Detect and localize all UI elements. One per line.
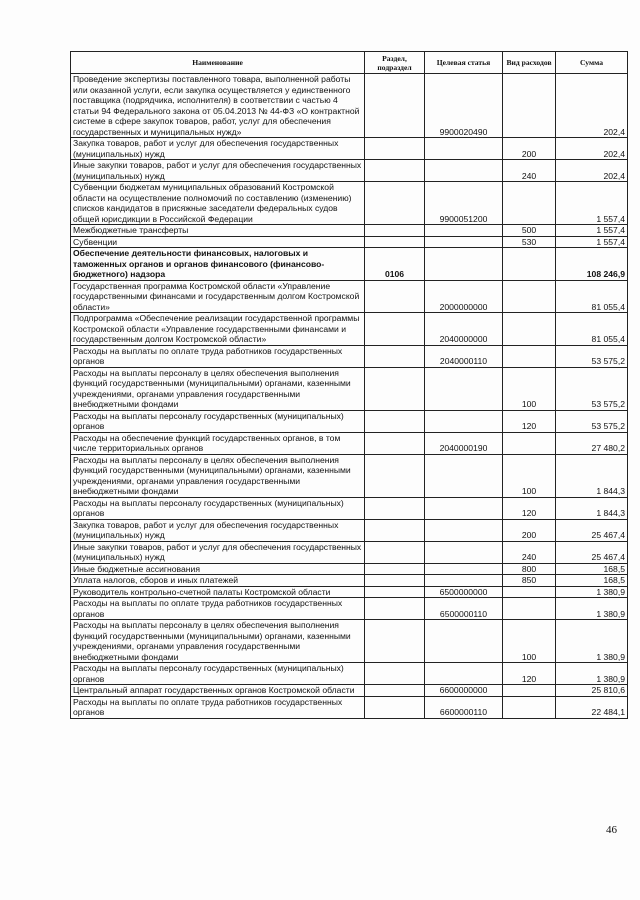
cell-section [365,138,425,160]
cell-name: Уплата налогов, сборов и иных платежей [71,575,365,587]
cell-expense-type [503,685,556,697]
table-row [71,410,628,432]
cell-name: Иные закупки товаров, работ и услуг для обеспечения государственных (муниципальных) нужд [71,541,365,563]
table-row [71,663,628,685]
cell-expense-type: 240 [503,160,556,182]
cell-expense-type [503,74,556,138]
cell-section [365,685,425,697]
cell-name: Центральный аппарат государственных органов Костромской области [71,685,365,697]
cell-amount: 1 380,9 [556,586,628,598]
cell-amount: 202,4 [556,138,628,160]
cell-name: Межбюджетные трансферты [71,225,365,237]
table-row [71,236,628,248]
cell-name: Подпрограмма «Обеспечение реализации государственной программы Костромской области «Управление государственными финансами и государственным долгом Костромской области» [71,313,365,346]
cell-expense-type: 120 [503,497,556,519]
table-row [71,138,628,160]
cell-target-article [425,541,503,563]
cell-target-article [425,663,503,685]
table-row [71,182,628,225]
page-number: 46 [606,824,617,836]
cell-amount: 27 480,2 [556,432,628,454]
cell-name: Закупка товаров, работ и услуг для обеспечения государственных (муниципальных) нужд [71,519,365,541]
cell-target-article [425,410,503,432]
cell-amount: 25 810,6 [556,685,628,697]
cell-amount: 1 380,9 [556,598,628,620]
table-row [71,160,628,182]
cell-expense-type: 120 [503,663,556,685]
cell-expense-type [503,598,556,620]
cell-amount: 1 844,3 [556,497,628,519]
cell-expense-type [503,248,556,281]
cell-target-article: 2040000000 [425,313,503,346]
table-row [71,620,628,663]
cell-target-article: 6600000110 [425,696,503,718]
cell-name: Обеспечение деятельности финансовых, налоговых и таможенных органов и органов финансового (финансово-бюджетного) надзора [71,248,365,281]
cell-name: Иные закупки товаров, работ и услуг для обеспечения государственных (муниципальных) нужд [71,160,365,182]
cell-target-article [425,563,503,575]
cell-section [365,563,425,575]
cell-expense-type: 850 [503,575,556,587]
table-row [71,280,628,313]
cell-amount: 168,5 [556,563,628,575]
cell-section [365,519,425,541]
cell-target-article [425,620,503,663]
cell-section [365,454,425,497]
cell-expense-type: 200 [503,138,556,160]
cell-section [365,586,425,598]
cell-amount: 81 055,4 [556,280,628,313]
cell-target-article: 2000000000 [425,280,503,313]
table-row [71,575,628,587]
cell-amount: 108 246,9 [556,248,628,281]
table-row [71,519,628,541]
cell-amount: 1 557,4 [556,236,628,248]
cell-expense-type: 530 [503,236,556,248]
cell-amount: 53 575,2 [556,410,628,432]
cell-expense-type [503,432,556,454]
table-row [71,345,628,367]
table-row [71,313,628,346]
table-row [71,225,628,237]
table-row [71,367,628,410]
cell-amount: 81 055,4 [556,313,628,346]
cell-target-article [425,454,503,497]
cell-amount: 202,4 [556,74,628,138]
cell-amount: 53 575,2 [556,367,628,410]
cell-section [365,280,425,313]
cell-amount: 1 844,3 [556,454,628,497]
cell-target-article [425,236,503,248]
cell-target-article: 6600000000 [425,685,503,697]
table-row [71,586,628,598]
cell-section [365,696,425,718]
cell-target-article [425,575,503,587]
budget-table [70,51,628,719]
cell-expense-type [503,696,556,718]
cell-name: Расходы на выплаты персоналу государственных (муниципальных) органов [71,663,365,685]
cell-name: Расходы на выплаты персоналу в целях обеспечения выполнения функций государственными (муниципальными) органами, казенными учреждениями, органами управления государственными внебюджетными фондами [71,454,365,497]
cell-section [365,182,425,225]
cell-section [365,497,425,519]
cell-amount: 25 467,4 [556,541,628,563]
cell-amount: 22 484,1 [556,696,628,718]
table-row [71,541,628,563]
cell-target-article: 9900020490 [425,74,503,138]
cell-name: Расходы на выплаты по оплате труда работников государственных органов [71,598,365,620]
cell-expense-type: 100 [503,620,556,663]
cell-expense-type: 100 [503,367,556,410]
header-section: Раздел, подраздел [365,52,425,74]
cell-section [365,410,425,432]
cell-section [365,541,425,563]
cell-section [365,74,425,138]
cell-section [365,367,425,410]
cell-section: 0106 [365,248,425,281]
cell-amount: 168,5 [556,575,628,587]
cell-expense-type: 500 [503,225,556,237]
cell-name: Закупка товаров, работ и услуг для обеспечения государственных (муниципальных) нужд [71,138,365,160]
cell-target-article: 6500000000 [425,586,503,598]
cell-amount: 202,4 [556,160,628,182]
cell-section [365,598,425,620]
cell-section [365,160,425,182]
cell-target-article: 6500000110 [425,598,503,620]
cell-section [365,432,425,454]
cell-expense-type: 120 [503,410,556,432]
cell-target-article [425,225,503,237]
cell-target-article [425,138,503,160]
header-expense-type: Вид расходов [503,52,556,74]
table-row [71,432,628,454]
cell-expense-type: 200 [503,519,556,541]
cell-name: Субвенции [71,236,365,248]
cell-section [365,620,425,663]
table-row [71,454,628,497]
cell-section [365,225,425,237]
cell-amount: 25 467,4 [556,519,628,541]
table-row [71,74,628,138]
cell-name: Руководитель контрольно-счетной палаты Костромской области [71,586,365,598]
cell-section [365,345,425,367]
cell-name: Расходы на выплаты персоналу государственных (муниципальных) органов [71,497,365,519]
cell-name: Расходы на выплаты персоналу в целях обеспечения выполнения функций государственными (муниципальными) органами, казенными учреждениями, органами управления государственными внебюджетными фондами [71,620,365,663]
cell-expense-type [503,280,556,313]
cell-section [365,663,425,685]
cell-name: Государственная программа Костромской области «Управление государственными финансами и государственным долгом Костромской области» [71,280,365,313]
cell-expense-type [503,345,556,367]
cell-amount: 1 380,9 [556,663,628,685]
cell-target-article [425,367,503,410]
table-row [71,248,628,281]
header-amount: Сумма [556,52,628,74]
cell-expense-type: 800 [503,563,556,575]
cell-name: Расходы на выплаты по оплате труда работников государственных органов [71,345,365,367]
cell-expense-type [503,313,556,346]
cell-name: Расходы на выплаты по оплате труда работников государственных органов [71,696,365,718]
cell-expense-type: 100 [503,454,556,497]
cell-amount: 1 380,9 [556,620,628,663]
cell-amount: 53 575,2 [556,345,628,367]
cell-target-article [425,160,503,182]
cell-section [365,575,425,587]
cell-target-article: 2040000190 [425,432,503,454]
cell-expense-type [503,586,556,598]
table-row [71,685,628,697]
cell-name: Расходы на выплаты персоналу в целях обеспечения выполнения функций государственными (муниципальными) органами, казенными учреждениями, органами управления государственными внебюджетными фондами [71,367,365,410]
table-row [71,598,628,620]
cell-name: Расходы на обеспечение функций государственных органов, в том числе территориальных органов [71,432,365,454]
cell-expense-type [503,182,556,225]
cell-section [365,313,425,346]
cell-name: Расходы на выплаты персоналу государственных (муниципальных) органов [71,410,365,432]
cell-name: Субвенции бюджетам муниципальных образований Костромской области на осуществление полномочий по составлению (изменению) списков кандидатов в присяжные заседатели федеральных судов общей юрисдикции в Российской Федерации [71,182,365,225]
cell-target-article [425,519,503,541]
cell-target-article [425,248,503,281]
cell-name: Иные бюджетные ассигнования [71,563,365,575]
cell-target-article: 2040000110 [425,345,503,367]
cell-amount: 1 557,4 [556,182,628,225]
cell-expense-type: 240 [503,541,556,563]
cell-target-article [425,497,503,519]
header-name: Наименование [71,52,365,74]
table-row [71,563,628,575]
header-target: Целевая статья [425,52,503,74]
cell-target-article: 9900051200 [425,182,503,225]
cell-section [365,236,425,248]
cell-name: Проведение экспертизы поставленного товара, выполненной работы или оказанной услуги, если закупка осуществляется у единственного поставщика (подрядчика, исполнителя) в соответствии с частью 4 статьи 94 Федерального закона от 05.04.2013 № 44-ФЗ «О контрактной системе в сфере закупок товаров, работ, услуг для обеспечения государственных и муниципальных нужд» [71,74,365,138]
table-row [71,497,628,519]
table-header-row [71,52,628,74]
table-row [71,696,628,718]
cell-amount: 1 557,4 [556,225,628,237]
